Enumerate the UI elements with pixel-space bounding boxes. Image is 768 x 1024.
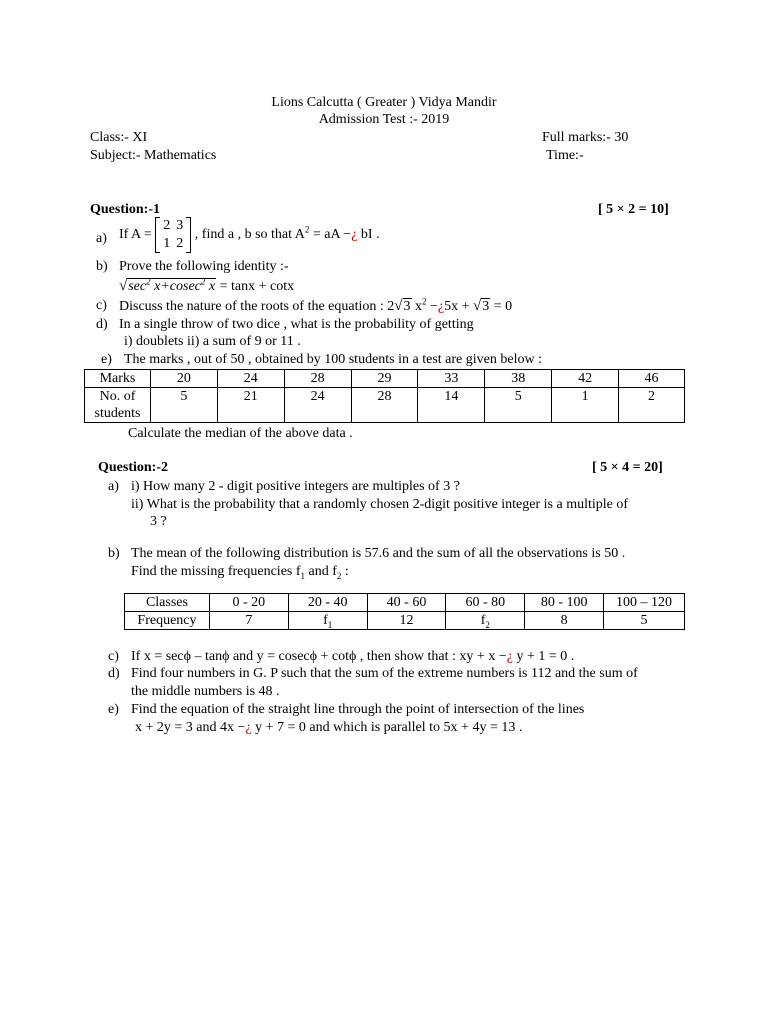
q1-a-eq: = aA − xyxy=(309,227,352,242)
freq-value: 5 xyxy=(640,613,648,628)
table-cell: 40 - 60 xyxy=(367,594,446,612)
table-cell: 29 xyxy=(351,370,418,388)
q1-c-three2: 3 xyxy=(482,299,490,314)
q2-b-line2 xyxy=(131,563,349,581)
table-cell: 24 xyxy=(217,370,284,388)
table-cell: 24 xyxy=(284,388,351,423)
q1-e-footer: Calculate the median of the above data . xyxy=(128,426,353,441)
table-cell xyxy=(446,612,525,630)
table-cell: 0 - 20 xyxy=(209,594,288,612)
table-row xyxy=(125,594,685,612)
table-header-cell: Frequency xyxy=(125,612,210,630)
sqrt-expression xyxy=(119,277,216,296)
frequency-table xyxy=(124,593,685,630)
q1-b-identity xyxy=(119,277,294,296)
freq-sub: 2 xyxy=(485,619,490,630)
q1-c-three: 3 xyxy=(403,299,411,314)
freq-value: 7 xyxy=(245,613,253,628)
table-cell xyxy=(367,612,446,630)
q1-a-post: , find a , b so that A xyxy=(194,227,305,242)
q2-c-label: c) xyxy=(108,649,119,664)
q1-a-label: a) xyxy=(96,231,107,246)
q2-e-line1: Find the equation of the straight line through the point of intersection of the lines xyxy=(131,702,585,717)
freq-value: 8 xyxy=(560,613,568,628)
q1-e-text: The marks , out of 50 , obtained by 100 students in a test are given below : xyxy=(124,352,542,367)
freq-value: 12 xyxy=(399,613,414,628)
q1-d-label: d) xyxy=(96,317,108,332)
table-cell: 80 - 100 xyxy=(525,594,604,612)
freq-value: f xyxy=(323,613,328,628)
q1-a-content xyxy=(119,217,380,253)
table-cell xyxy=(604,612,685,630)
q2-b-line2-a: Find the missing frequencies f xyxy=(131,564,301,579)
row-label-line: students xyxy=(94,406,141,421)
q2-e-glyph: ¿ xyxy=(245,720,252,735)
table-cell: 5 xyxy=(150,388,217,423)
q2-d-label: d) xyxy=(108,666,120,681)
subject-label: Subject:- Mathematics xyxy=(90,148,217,163)
radical-icon: √ xyxy=(119,278,128,294)
school-name: Lions Calcutta ( Greater ) Vidya Mandir xyxy=(271,95,497,110)
freq-sub: 1 xyxy=(327,619,333,630)
q1-b-mid: x+cosec xyxy=(150,279,201,294)
table-cell: 2 xyxy=(619,388,685,423)
sqrt-three xyxy=(394,297,411,316)
matrix-cell: 1 xyxy=(163,236,171,251)
matrix-bracket-right xyxy=(186,217,191,253)
q2-b-label: b) xyxy=(108,546,120,561)
q2-c-text: If x = secϕ – tanϕ and y = cosecϕ + cotϕ , then show that : xy + x − xyxy=(131,649,507,664)
sqrt-three xyxy=(473,297,490,316)
table-cell: 42 xyxy=(552,370,619,388)
table-cell: 100 – 120 xyxy=(604,594,685,612)
q1-b-x: x xyxy=(205,279,216,294)
q2-marks: [ 5 × 4 = 20] xyxy=(592,460,663,475)
matrix-bracket-left xyxy=(155,217,160,253)
q1-b-sec: sec xyxy=(128,279,147,294)
q2-d-line1: Find four numbers in G. P such that the sum of the extreme numbers is 112 and the sum of xyxy=(131,666,638,681)
q1-c-end: = 0 xyxy=(490,299,513,314)
q1-d-sub: i) doublets ii) a sum of 9 or 11 . xyxy=(124,334,301,349)
table-cell: 60 - 80 xyxy=(446,594,525,612)
radical-icon: √ xyxy=(394,298,403,314)
q2-d-line2: the middle numbers is 48 . xyxy=(131,684,280,699)
q2-b-line1: The mean of the following distribution is 57.6 and the sum of all the observations is 50 . xyxy=(131,546,626,561)
q1-a-glyph: ¿ xyxy=(351,227,358,242)
table-cell: 20 - 40 xyxy=(288,594,367,612)
q1-e-label: e) xyxy=(101,352,112,367)
q2-c-end: y + 1 = 0 . xyxy=(512,649,575,664)
table-header-cell: Marks xyxy=(85,370,151,388)
matrix-cell: 3 xyxy=(176,218,184,233)
table-cell: 28 xyxy=(351,388,418,423)
q1-c-minus: − xyxy=(426,299,438,314)
q2-c-content xyxy=(131,648,574,666)
q2-a-i: i) How many 2 - digit positive integers are multiples of 3 ? xyxy=(131,479,460,494)
table-row xyxy=(125,612,685,630)
q2-b-line2-c: : xyxy=(341,564,349,579)
q1-a-end: bI . xyxy=(357,227,380,242)
q1-b-sup: 2 xyxy=(146,276,151,287)
table-header-cell: Classes xyxy=(125,594,210,612)
table-cell: 28 xyxy=(284,370,351,388)
table-cell: 33 xyxy=(418,370,485,388)
q1-c-sup: 2 xyxy=(422,296,427,307)
q2-a-ii: ii) What is the probability that a randomly chosen 2-digit positive integer is a multiple of xyxy=(131,497,629,512)
q1-marks: [ 5 × 2 = 10] xyxy=(598,202,669,217)
matrix-cell: 2 xyxy=(163,218,171,233)
table-cell xyxy=(209,612,288,630)
q2-e-line2-b: y + 7 = 0 and which is parallel to 5x + 4y = 13 . xyxy=(251,720,523,735)
q2-title: Question:-2 xyxy=(98,460,168,475)
table-cell xyxy=(525,612,604,630)
matrix-a xyxy=(155,217,191,253)
radical-icon: √ xyxy=(473,298,482,314)
class-label: Class:- XI xyxy=(90,130,148,145)
freq-value: f xyxy=(480,613,486,628)
q2-b-sub2: 2 xyxy=(336,570,342,581)
q1-a-pre: If A = xyxy=(119,227,152,242)
q1-c-x: x xyxy=(411,299,423,314)
table-row xyxy=(85,388,685,423)
q1-b-rhs: = tanx + cotx xyxy=(216,279,295,294)
table-cell: 20 xyxy=(150,370,217,388)
q1-title: Question:-1 xyxy=(90,202,160,217)
q1-c-text: Discuss the nature of the roots of the equation : 2 xyxy=(119,299,395,314)
q2-a-label: a) xyxy=(108,479,119,494)
table-cell: 46 xyxy=(619,370,685,388)
q2-e-line2 xyxy=(135,719,522,737)
q1-a-sup: 2 xyxy=(304,224,310,235)
q2-b-line2-b: and f xyxy=(305,564,337,579)
test-title: Admission Test :- 2019 xyxy=(318,112,450,127)
table-cell: 14 xyxy=(418,388,485,423)
table-cell: 1 xyxy=(552,388,619,423)
q1-d-text: In a single throw of two dice , what is the probability of getting xyxy=(119,317,474,332)
marks-table xyxy=(84,369,685,423)
q1-b-text: Prove the following identity :- xyxy=(119,259,289,274)
table-header-cell xyxy=(85,388,151,423)
table-cell: 5 xyxy=(485,388,552,423)
matrix-cell: 2 xyxy=(176,236,184,251)
q2-e-line2-a: x + 2y = 3 and 4x − xyxy=(135,720,246,735)
table-cell xyxy=(288,612,367,630)
q1-c-glyph: ¿ xyxy=(437,299,445,314)
q1-c-mid: 5x + xyxy=(444,299,474,314)
q1-b-label: b) xyxy=(96,259,108,274)
table-cell: 21 xyxy=(217,388,284,423)
q1-c-label: c) xyxy=(96,298,107,313)
row-label-line: No. of xyxy=(99,389,136,404)
q2-a-ii-cont: 3 ? xyxy=(150,514,167,529)
q2-e-label: e) xyxy=(108,702,119,717)
q1-c-content xyxy=(119,297,512,316)
table-row xyxy=(85,370,685,388)
q1-b-sup: 2 xyxy=(200,276,206,287)
q2-b-sub1: 1 xyxy=(300,570,306,581)
q2-c-glyph: ¿ xyxy=(506,649,513,664)
time-label: Time:- xyxy=(546,148,584,163)
table-cell: 38 xyxy=(485,370,552,388)
full-marks: Full marks:- 30 xyxy=(542,130,629,145)
